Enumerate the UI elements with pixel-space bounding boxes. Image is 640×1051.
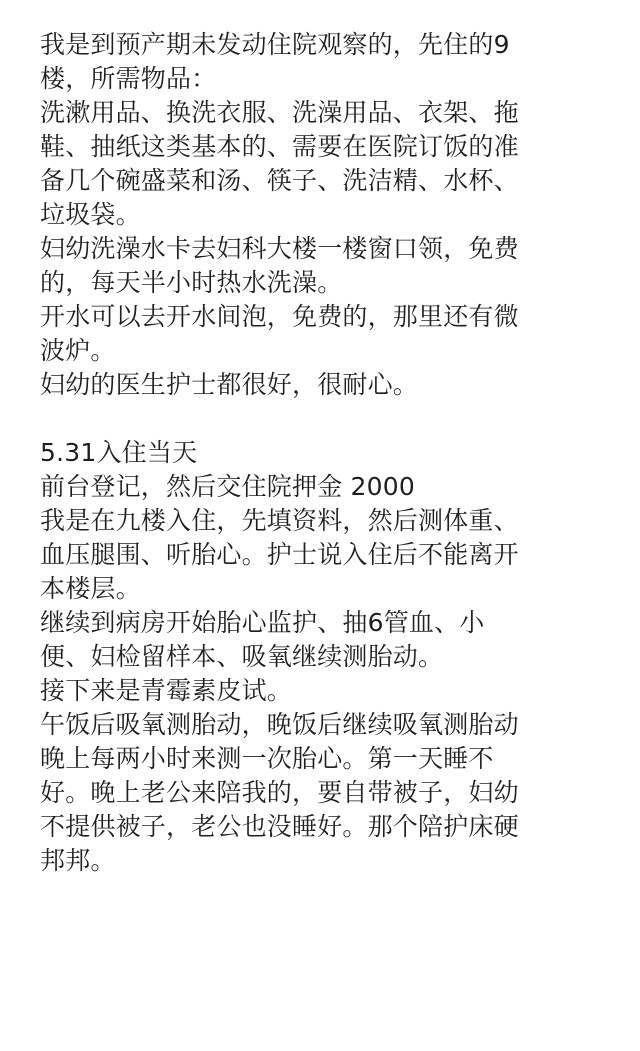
text-line: 垃圾袋。	[40, 200, 141, 229]
text-line: 5.31入住当天	[40, 438, 198, 467]
text-line: 前台登记，然后交住院押金 2000	[40, 472, 415, 501]
text-line: 好。晚上老公来陪我的，要自带被子，妇幼	[40, 778, 519, 807]
paragraph-monitoring	[40, 606, 610, 674]
paragraph-night	[40, 742, 610, 878]
paragraph-staff	[40, 368, 610, 402]
text-line: 午饭后吸氧测胎动，晚饭后继续吸氧测胎动	[40, 710, 519, 739]
text-line: 我是到预产期未发动住院观察的，先住的9	[40, 30, 510, 59]
text-line: 波炉。	[40, 336, 116, 365]
text-line: 妇幼洗澡水卡去妇科大楼一楼窗口领，免费	[40, 234, 519, 263]
text-line: 邦邦。	[40, 846, 116, 875]
text-line: 开水可以去开水间泡，免费的，那里还有微	[40, 302, 519, 331]
text-line: 不提供被子，老公也没睡好。那个陪护床硬	[40, 812, 519, 841]
paragraph-registration	[40, 470, 610, 504]
article-body	[40, 28, 610, 878]
text-line: 接下来是青霉素皮试。	[40, 676, 293, 705]
paragraph-shower-card	[40, 232, 610, 300]
text-line: 楼，所需物品：	[40, 64, 217, 93]
paragraph-hot-water	[40, 300, 610, 368]
text-line: 洗漱用品、换洗衣服、洗澡用品、衣架、拖	[40, 98, 519, 127]
text-line: 便、妇检留样本、吸氧继续测胎动。	[40, 642, 444, 671]
text-line: 本楼层。	[40, 574, 141, 603]
text-line: 继续到病房开始胎心监护、抽6管血、小	[40, 608, 485, 637]
text-line: 妇幼的医生护士都很好，很耐心。	[40, 370, 419, 399]
paragraph-items-needed	[40, 28, 610, 96]
text-line: 的，每天半小时热水洗澡。	[40, 268, 343, 297]
paragraph-after-meals	[40, 708, 610, 742]
text-line: 我是在九楼入住，先填资料，然后测体重、	[40, 506, 519, 535]
text-line: 晚上每两小时来测一次胎心。第一天睡不	[40, 744, 494, 773]
section-heading-day	[40, 436, 610, 470]
text-line: 鞋、抽纸这类基本的、需要在医院订饭的准	[40, 132, 519, 161]
paragraph-item-list	[40, 96, 610, 232]
text-line: 血压腿围、听胎心。护士说入住后不能离开	[40, 540, 519, 569]
paragraph-checkin	[40, 504, 610, 606]
text-line: 备几个碗盛菜和汤、筷子、洗洁精、水杯、	[40, 166, 519, 195]
paragraph-gap	[40, 402, 610, 436]
paragraph-skin-test	[40, 674, 610, 708]
